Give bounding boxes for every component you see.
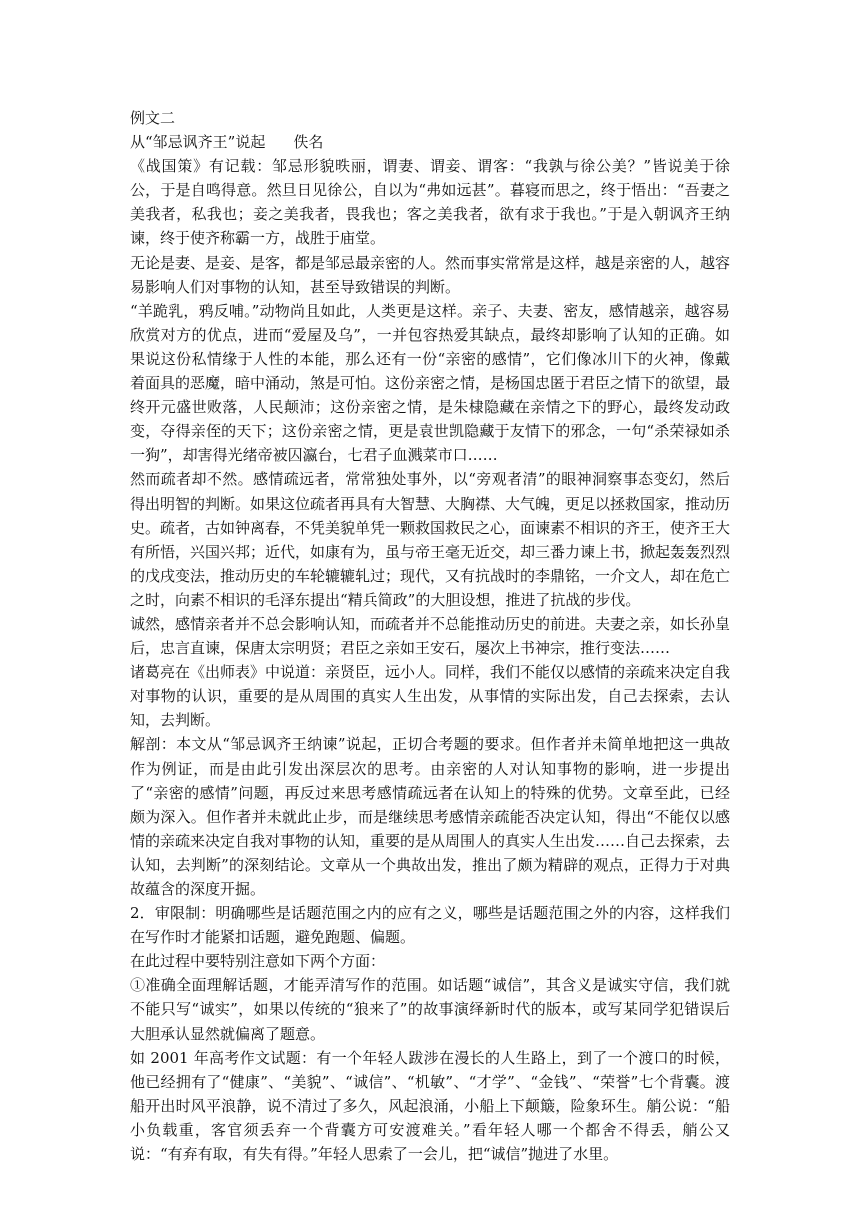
paragraph: 然而疏者却不然。感情疏远者，常常独处事外，以“旁观者清”的眼神洞察事态变幻，然后得出明智的判断。如果这位疏者再具有大智慧、大胸襟、大气魄，更足以拯救国家，推动历史。疏者，古如钟离春，不凭美貌单凭一颗救国救民之心，面谏素不相识的齐王，使齐王大有所悟，兴国兴邦；近代，如康有为，虽与帝王毫无近交，却三番力谏上书，掀起轰轰烈烈的戊戌变法，推动历史的车轮辘辘轧过；现代，又有抗战时的李鼎铭，一介文人，却在危亡之时，向素不相识的毛泽东提出“精兵简政”的大胆设想，推进了抗战的步伐。	[130, 470, 731, 609]
numbered-point: 2．审限制：明确哪些是话题范围之内的应有之义，哪些是话题范围之外的内容，这样我们在写作时才能紧扣话题，避免跑题、偏题。	[130, 904, 730, 947]
analysis-paragraph: 解剖：本文从“邹忌讽齐王纳谏”说起，正切合考题的要求。但作者并未简单地把这一典故作为例证，而是由此引发出深层次的思考。由亲密的人对认知事物的影响，进一步提出了“亲密的感情”问题，再反过来思考感情疏远者在认知上的特殊的优势。文章至此，已经颇为深入。但作者并未就此止步，而是继续思考感情亲疏能否决定认知，得出“不能仅以感情的亲疏来决定自我对事物的认知，重要的是从周围人的真实人生出发……自己去探索，去认知，去判断”的深刻结论。文章从一个典故出发，推出了颇为精辟的观点，正得力于对典故蕴含的深度开掘。	[130, 735, 731, 898]
essay-title: 从“邹忌讽齐王”说起	[130, 133, 266, 152]
example-paragraph: 如 2001 年高考作文试题：有一个年轻人跋涉在漫长的人生路上，到了一个渡口的时候，他已经拥有了“健康”、“美貌”、“诚信”、“机敏”、“才学”、“金钱”、“荣誉”七个背囊。渡船开出时风平浪静，说不清过了多久，风起浪涌，小船上下颠簸，险象环生。艄公说：“船小负载重，客官须丢弃一个背囊方可安渡难关。”看年轻人哪一个都舍不得丢，艄公又说：“有弃有取，有失有得。”年轻人思索了一会儿，把“诚信”抛进了水里。	[130, 1048, 730, 1164]
paragraph: 《战国策》有记载：邹忌形貌昳丽，谓妻、谓妾、谓客：“我孰与徐公美？”皆说美于徐公，于是自鸣得意。然旦日见徐公，自以为“弗如远甚”。暮寝而思之，终于悟出：“吾妻之美我者，私我也；妾之美我者，畏我也；客之美我者，欲有求于我也。”于是入朝讽齐王纳谏，终于使齐称霸一方，战胜于庙堂。	[130, 157, 730, 248]
essay-author: 佚名	[293, 133, 324, 152]
essay-title-line	[130, 130, 730, 154]
document-page	[130, 106, 730, 1166]
paragraph: 无论是妻、是妾、是客，都是邹忌最亲密的人。然而事实常常是这样，越是亲密的人，越容易影响人们对事物的认知，甚至导致错误的判断。	[130, 253, 731, 296]
paragraph: “羊跪乳，鸦反哺。”动物尚且如此，人类更是这样。亲子、夫妻、密友，感情越亲，越容易欣赏对方的优点，进而“爱屋及乌”，一并包容热爱其缺点，最终却影响了认知的正确。如果说这份私情缘于人性的本能，那么还有一份“亲密的感情”，它们像冰川下的火神，像戴着面具的恶魔，暗中涌动，煞是可怕。这份亲密之情，是杨国忠匿于君臣之情下的欲望，最终开元盛世败落，人民颠沛；这份亲密之情，是朱棣隐藏在亲情之下的野心，最终发动政变，夺得亲侄的天下；这份亲密之情，更是袁世凯隐藏于友情下的邪念，一句“杀荣禄如杀一狗”，却害得光绪帝被囚瀛台，七君子血溅菜市口……	[130, 301, 731, 465]
paragraph: 在此过程中要特别注意如下两个方面：	[130, 952, 386, 971]
circled-point: ①准确全面理解话题，才能弄清写作的范围。如话题“诚信”，其含义是诚实守信，我们就不能只写“诚实”，如果以传统的“狼来了”的故事演绎新时代的版本，或写某同学犯错误后大胆承认显然就偏离了题意。	[130, 976, 730, 1043]
paragraph: 诚然，感情亲者并不总会影响认知，而疏者并不总能推动历史的前进。夫妻之亲，如长孙皇后，忠言直谏，保唐太宗明贤；君臣之亲如王安石，屡次上书神宗，推行变法……	[130, 614, 731, 658]
paragraph: 诸葛亮在《出师表》中说道：亲贤臣，远小人。同样，我们不能仅以感情的亲疏来决定自我对事物的认识，重要的是从周围的真实人生出发，从事情的实际出发，自己去探索，去认知，去判断。	[130, 663, 731, 730]
section-heading: 例文二	[130, 109, 176, 127]
